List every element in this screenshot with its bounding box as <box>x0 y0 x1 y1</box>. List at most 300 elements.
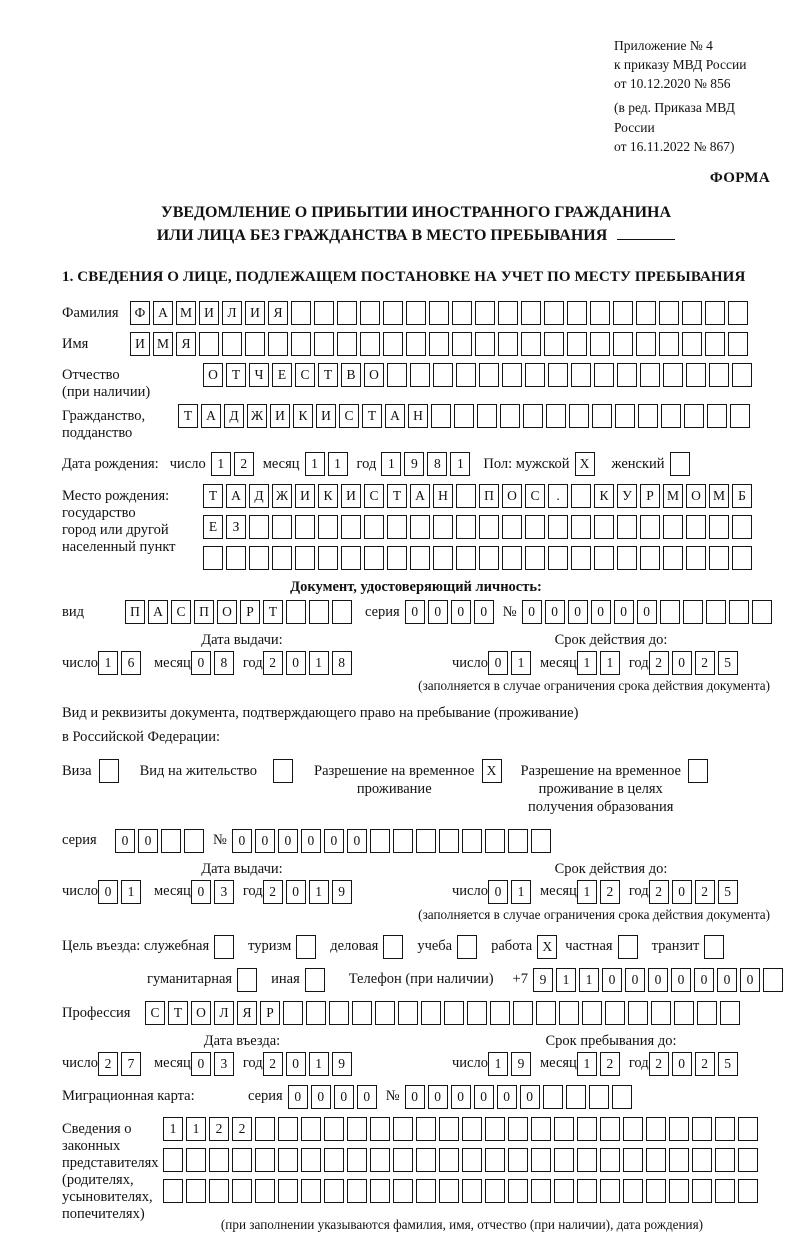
char-cell[interactable]: 5 <box>718 651 738 675</box>
birth-day-field[interactable] <box>211 452 257 476</box>
char-cell[interactable]: Т <box>226 363 246 387</box>
char-cell[interactable] <box>738 1148 758 1172</box>
char-cell[interactable] <box>508 829 528 853</box>
char-cell[interactable] <box>291 332 311 356</box>
char-cell[interactable] <box>623 1148 643 1172</box>
char-cell[interactable] <box>462 1148 482 1172</box>
char-cell[interactable] <box>600 1148 620 1172</box>
char-cell[interactable]: 1 <box>121 880 141 904</box>
char-cell[interactable]: 0 <box>451 1085 471 1109</box>
char-cell[interactable] <box>329 1001 349 1025</box>
char-cell[interactable] <box>536 1001 556 1025</box>
char-cell[interactable]: 0 <box>474 600 494 624</box>
char-cell[interactable]: Д <box>224 404 244 428</box>
char-cell[interactable] <box>199 332 219 356</box>
char-cell[interactable]: 0 <box>520 1085 540 1109</box>
doc-issue-year[interactable] <box>263 651 355 675</box>
char-cell[interactable] <box>245 332 265 356</box>
char-cell[interactable] <box>663 546 683 570</box>
char-cell[interactable]: 0 <box>191 651 211 675</box>
char-cell[interactable] <box>410 363 430 387</box>
char-cell[interactable] <box>640 546 660 570</box>
char-cell[interactable]: 5 <box>718 880 738 904</box>
char-cell[interactable] <box>429 332 449 356</box>
char-cell[interactable] <box>462 1179 482 1203</box>
char-cell[interactable]: 2 <box>263 651 283 675</box>
char-cell[interactable]: 0 <box>428 1085 448 1109</box>
char-cell[interactable] <box>406 301 426 325</box>
char-cell[interactable]: М <box>709 484 729 508</box>
char-cell[interactable] <box>272 546 292 570</box>
char-cell[interactable]: 0 <box>191 1052 211 1076</box>
birthplace-line3[interactable] <box>203 546 755 570</box>
char-cell[interactable]: 0 <box>278 829 298 853</box>
char-cell[interactable] <box>462 1117 482 1141</box>
char-cell[interactable] <box>617 515 637 539</box>
char-cell[interactable] <box>347 1148 367 1172</box>
char-cell[interactable] <box>513 1001 533 1025</box>
char-cell[interactable] <box>531 1179 551 1203</box>
char-cell[interactable] <box>209 1179 229 1203</box>
entry-year[interactable] <box>263 1052 355 1076</box>
char-cell[interactable] <box>370 829 390 853</box>
char-cell[interactable] <box>709 363 729 387</box>
char-cell[interactable] <box>682 301 702 325</box>
char-cell[interactable]: 2 <box>98 1052 118 1076</box>
char-cell[interactable] <box>571 515 591 539</box>
char-cell[interactable] <box>163 1148 183 1172</box>
char-cell[interactable] <box>452 301 472 325</box>
char-cell[interactable]: 0 <box>334 1085 354 1109</box>
char-cell[interactable]: Я <box>268 301 288 325</box>
char-cell[interactable] <box>707 404 727 428</box>
char-cell[interactable]: 0 <box>405 1085 425 1109</box>
char-cell[interactable]: И <box>270 404 290 428</box>
char-cell[interactable]: Я <box>237 1001 257 1025</box>
char-cell[interactable]: 0 <box>672 880 692 904</box>
char-cell[interactable] <box>324 1117 344 1141</box>
char-cell[interactable] <box>203 546 223 570</box>
char-cell[interactable]: А <box>201 404 221 428</box>
char-cell[interactable] <box>429 301 449 325</box>
char-cell[interactable]: 0 <box>98 880 118 904</box>
char-cell[interactable] <box>387 515 407 539</box>
char-cell[interactable]: 0 <box>191 880 211 904</box>
char-cell[interactable]: . <box>548 484 568 508</box>
char-cell[interactable]: Т <box>178 404 198 428</box>
char-cell[interactable]: С <box>364 484 384 508</box>
char-cell[interactable] <box>255 1148 275 1172</box>
char-cell[interactable] <box>272 515 292 539</box>
char-cell[interactable] <box>467 1001 487 1025</box>
other-checkbox[interactable] <box>305 968 328 992</box>
char-cell[interactable]: 0 <box>545 600 565 624</box>
char-cell[interactable] <box>255 1117 275 1141</box>
char-cell[interactable]: Л <box>222 301 242 325</box>
char-cell[interactable] <box>670 452 690 476</box>
permit-series-field[interactable] <box>115 829 207 853</box>
char-cell[interactable]: 2 <box>649 651 669 675</box>
char-cell[interactable] <box>605 1001 625 1025</box>
char-cell[interactable] <box>688 759 708 783</box>
char-cell[interactable]: И <box>316 404 336 428</box>
char-cell[interactable]: 2 <box>649 880 669 904</box>
char-cell[interactable]: 0 <box>602 968 622 992</box>
char-cell[interactable] <box>477 404 497 428</box>
char-cell[interactable] <box>669 1148 689 1172</box>
char-cell[interactable]: 0 <box>672 1052 692 1076</box>
tourism-checkbox[interactable] <box>296 935 319 959</box>
char-cell[interactable] <box>370 1148 390 1172</box>
char-cell[interactable]: 2 <box>600 880 620 904</box>
char-cell[interactable]: М <box>153 332 173 356</box>
char-cell[interactable] <box>99 759 119 783</box>
char-cell[interactable] <box>589 1085 609 1109</box>
char-cell[interactable] <box>383 332 403 356</box>
char-cell[interactable] <box>661 404 681 428</box>
char-cell[interactable]: 1 <box>600 651 620 675</box>
transit-checkbox[interactable] <box>704 935 727 959</box>
char-cell[interactable] <box>508 1179 528 1203</box>
char-cell[interactable]: П <box>194 600 214 624</box>
char-cell[interactable]: 0 <box>474 1085 494 1109</box>
char-cell[interactable] <box>729 600 749 624</box>
char-cell[interactable] <box>660 600 680 624</box>
char-cell[interactable] <box>684 404 704 428</box>
humanitarian-checkbox[interactable] <box>237 968 260 992</box>
char-cell[interactable] <box>613 332 633 356</box>
char-cell[interactable] <box>543 1085 563 1109</box>
char-cell[interactable]: И <box>245 301 265 325</box>
char-cell[interactable]: 0 <box>405 600 425 624</box>
char-cell[interactable] <box>439 829 459 853</box>
char-cell[interactable]: 0 <box>286 880 306 904</box>
doc-series-field[interactable] <box>405 600 497 624</box>
char-cell[interactable] <box>636 301 656 325</box>
char-cell[interactable]: 0 <box>637 600 657 624</box>
char-cell[interactable]: 0 <box>286 1052 306 1076</box>
permit-valid-month[interactable] <box>577 880 623 904</box>
char-cell[interactable]: С <box>171 600 191 624</box>
char-cell[interactable] <box>360 301 380 325</box>
char-cell[interactable]: И <box>341 484 361 508</box>
char-cell[interactable]: 7 <box>121 1052 141 1076</box>
char-cell[interactable]: 0 <box>671 968 691 992</box>
char-cell[interactable] <box>163 1179 183 1203</box>
char-cell[interactable] <box>306 1001 326 1025</box>
char-cell[interactable] <box>544 332 564 356</box>
char-cell[interactable]: 1 <box>577 1052 597 1076</box>
char-cell[interactable] <box>301 1117 321 1141</box>
char-cell[interactable]: 5 <box>718 1052 738 1076</box>
char-cell[interactable]: А <box>153 301 173 325</box>
char-cell[interactable] <box>732 546 752 570</box>
char-cell[interactable] <box>433 546 453 570</box>
char-cell[interactable] <box>273 759 293 783</box>
doc-kind-field[interactable] <box>125 600 355 624</box>
char-cell[interactable] <box>546 404 566 428</box>
char-cell[interactable] <box>502 515 522 539</box>
char-cell[interactable] <box>646 1148 666 1172</box>
char-cell[interactable] <box>305 968 325 992</box>
char-cell[interactable] <box>592 404 612 428</box>
char-cell[interactable] <box>594 546 614 570</box>
char-cell[interactable]: 6 <box>121 651 141 675</box>
char-cell[interactable] <box>383 935 403 959</box>
char-cell[interactable] <box>416 1148 436 1172</box>
char-cell[interactable] <box>255 1179 275 1203</box>
char-cell[interactable] <box>525 363 545 387</box>
char-cell[interactable] <box>577 1148 597 1172</box>
char-cell[interactable]: 1 <box>163 1117 183 1141</box>
char-cell[interactable]: 0 <box>717 968 737 992</box>
char-cell[interactable]: 2 <box>695 1052 715 1076</box>
char-cell[interactable]: Т <box>318 363 338 387</box>
char-cell[interactable] <box>686 363 706 387</box>
char-cell[interactable] <box>640 515 660 539</box>
char-cell[interactable]: 0 <box>614 600 634 624</box>
char-cell[interactable] <box>566 1085 586 1109</box>
representatives-line3[interactable] <box>163 1179 761 1203</box>
migr-series-field[interactable] <box>288 1085 380 1109</box>
char-cell[interactable]: 2 <box>209 1117 229 1141</box>
char-cell[interactable]: 1 <box>328 452 348 476</box>
char-cell[interactable] <box>479 515 499 539</box>
char-cell[interactable] <box>646 1179 666 1203</box>
char-cell[interactable]: К <box>293 404 313 428</box>
char-cell[interactable]: Т <box>203 484 223 508</box>
char-cell[interactable]: 1 <box>511 880 531 904</box>
char-cell[interactable]: 0 <box>451 600 471 624</box>
phone-field[interactable] <box>533 968 786 992</box>
char-cell[interactable] <box>232 1148 252 1172</box>
char-cell[interactable] <box>456 484 476 508</box>
char-cell[interactable] <box>416 1179 436 1203</box>
char-cell[interactable] <box>617 363 637 387</box>
char-cell[interactable]: Л <box>214 1001 234 1025</box>
char-cell[interactable] <box>314 301 334 325</box>
char-cell[interactable] <box>525 546 545 570</box>
char-cell[interactable]: К <box>594 484 614 508</box>
citizenship-field[interactable] <box>178 404 753 428</box>
official-checkbox[interactable] <box>214 935 237 959</box>
char-cell[interactable] <box>301 1148 321 1172</box>
char-cell[interactable] <box>462 829 482 853</box>
char-cell[interactable] <box>715 1117 735 1141</box>
char-cell[interactable]: 1 <box>381 452 401 476</box>
char-cell[interactable] <box>715 1148 735 1172</box>
char-cell[interactable]: Н <box>433 484 453 508</box>
char-cell[interactable]: 0 <box>488 880 508 904</box>
representatives-line1[interactable] <box>163 1117 761 1141</box>
char-cell[interactable] <box>406 332 426 356</box>
char-cell[interactable]: Я <box>176 332 196 356</box>
char-cell[interactable]: 9 <box>332 880 352 904</box>
char-cell[interactable] <box>498 332 518 356</box>
char-cell[interactable] <box>554 1148 574 1172</box>
char-cell[interactable] <box>600 1179 620 1203</box>
char-cell[interactable]: 0 <box>694 968 714 992</box>
temp-permit-checkbox[interactable] <box>482 759 505 783</box>
char-cell[interactable]: З <box>226 515 246 539</box>
char-cell[interactable]: 3 <box>214 1052 234 1076</box>
birth-month-field[interactable] <box>305 452 351 476</box>
char-cell[interactable]: 1 <box>309 880 329 904</box>
char-cell[interactable] <box>508 1148 528 1172</box>
char-cell[interactable] <box>651 1001 671 1025</box>
char-cell[interactable] <box>278 1148 298 1172</box>
char-cell[interactable] <box>738 1179 758 1203</box>
char-cell[interactable] <box>709 546 729 570</box>
char-cell[interactable] <box>479 363 499 387</box>
char-cell[interactable] <box>715 1179 735 1203</box>
char-cell[interactable] <box>337 332 357 356</box>
char-cell[interactable] <box>393 1117 413 1141</box>
migr-number-field[interactable] <box>405 1085 635 1109</box>
char-cell[interactable]: X <box>482 759 502 783</box>
stay-month[interactable] <box>577 1052 623 1076</box>
char-cell[interactable] <box>410 515 430 539</box>
char-cell[interactable]: Ч <box>249 363 269 387</box>
char-cell[interactable]: 2 <box>263 880 283 904</box>
char-cell[interactable]: 1 <box>556 968 576 992</box>
char-cell[interactable] <box>600 1117 620 1141</box>
char-cell[interactable]: 0 <box>648 968 668 992</box>
char-cell[interactable]: М <box>663 484 683 508</box>
permit-issue-year[interactable] <box>263 880 355 904</box>
char-cell[interactable] <box>502 546 522 570</box>
char-cell[interactable] <box>286 600 306 624</box>
char-cell[interactable] <box>523 404 543 428</box>
char-cell[interactable]: О <box>217 600 237 624</box>
char-cell[interactable]: А <box>226 484 246 508</box>
char-cell[interactable] <box>249 515 269 539</box>
char-cell[interactable] <box>456 363 476 387</box>
char-cell[interactable]: Р <box>240 600 260 624</box>
char-cell[interactable] <box>669 1117 689 1141</box>
char-cell[interactable] <box>301 1179 321 1203</box>
char-cell[interactable] <box>410 546 430 570</box>
char-cell[interactable] <box>548 363 568 387</box>
char-cell[interactable]: 0 <box>138 829 158 853</box>
char-cell[interactable] <box>324 1179 344 1203</box>
char-cell[interactable]: 0 <box>311 1085 331 1109</box>
char-cell[interactable]: 3 <box>214 880 234 904</box>
char-cell[interactable] <box>728 301 748 325</box>
char-cell[interactable] <box>548 515 568 539</box>
char-cell[interactable]: 1 <box>305 452 325 476</box>
char-cell[interactable] <box>669 1179 689 1203</box>
char-cell[interactable] <box>531 1117 551 1141</box>
doc-valid-day[interactable] <box>488 651 534 675</box>
char-cell[interactable] <box>683 600 703 624</box>
char-cell[interactable] <box>364 546 384 570</box>
char-cell[interactable] <box>525 515 545 539</box>
char-cell[interactable] <box>569 404 589 428</box>
char-cell[interactable]: А <box>385 404 405 428</box>
char-cell[interactable]: С <box>339 404 359 428</box>
char-cell[interactable]: 2 <box>600 1052 620 1076</box>
char-cell[interactable] <box>278 1117 298 1141</box>
stay-year[interactable] <box>649 1052 741 1076</box>
work-checkbox[interactable] <box>537 935 560 959</box>
char-cell[interactable] <box>347 1179 367 1203</box>
char-cell[interactable]: 1 <box>211 452 231 476</box>
char-cell[interactable]: 8 <box>214 651 234 675</box>
char-cell[interactable] <box>674 1001 694 1025</box>
char-cell[interactable] <box>577 1179 597 1203</box>
char-cell[interactable] <box>383 301 403 325</box>
char-cell[interactable] <box>296 935 316 959</box>
char-cell[interactable]: 0 <box>301 829 321 853</box>
char-cell[interactable]: 8 <box>427 452 447 476</box>
char-cell[interactable] <box>309 600 329 624</box>
birthplace-line2[interactable] <box>203 515 755 539</box>
char-cell[interactable] <box>567 332 587 356</box>
surname-field[interactable] <box>130 301 751 325</box>
char-cell[interactable]: О <box>364 363 384 387</box>
char-cell[interactable] <box>222 332 242 356</box>
char-cell[interactable]: 1 <box>577 880 597 904</box>
char-cell[interactable] <box>439 1179 459 1203</box>
name-field[interactable] <box>130 332 751 356</box>
char-cell[interactable]: 1 <box>309 1052 329 1076</box>
birthplace-line1[interactable] <box>203 484 755 508</box>
char-cell[interactable] <box>628 1001 648 1025</box>
char-cell[interactable] <box>732 515 752 539</box>
char-cell[interactable] <box>706 600 726 624</box>
char-cell[interactable]: Т <box>362 404 382 428</box>
char-cell[interactable] <box>638 404 658 428</box>
char-cell[interactable]: С <box>525 484 545 508</box>
char-cell[interactable] <box>590 332 610 356</box>
char-cell[interactable] <box>640 363 660 387</box>
char-cell[interactable] <box>692 1148 712 1172</box>
char-cell[interactable]: И <box>295 484 315 508</box>
char-cell[interactable]: 2 <box>649 1052 669 1076</box>
char-cell[interactable]: Р <box>260 1001 280 1025</box>
char-cell[interactable] <box>582 1001 602 1025</box>
char-cell[interactable]: 1 <box>309 651 329 675</box>
char-cell[interactable] <box>612 1085 632 1109</box>
study-checkbox[interactable] <box>457 935 480 959</box>
char-cell[interactable] <box>682 332 702 356</box>
char-cell[interactable] <box>554 1117 574 1141</box>
char-cell[interactable]: М <box>176 301 196 325</box>
char-cell[interactable] <box>398 1001 418 1025</box>
char-cell[interactable]: 0 <box>428 600 448 624</box>
char-cell[interactable] <box>521 332 541 356</box>
char-cell[interactable] <box>646 1117 666 1141</box>
char-cell[interactable] <box>705 332 725 356</box>
char-cell[interactable] <box>341 515 361 539</box>
char-cell[interactable] <box>452 332 472 356</box>
char-cell[interactable]: И <box>199 301 219 325</box>
char-cell[interactable]: Ж <box>272 484 292 508</box>
char-cell[interactable] <box>500 404 520 428</box>
char-cell[interactable] <box>663 515 683 539</box>
business-checkbox[interactable] <box>383 935 406 959</box>
char-cell[interactable] <box>594 515 614 539</box>
char-cell[interactable] <box>421 1001 441 1025</box>
char-cell[interactable] <box>571 546 591 570</box>
permit-issue-day[interactable] <box>98 880 144 904</box>
char-cell[interactable] <box>314 332 334 356</box>
char-cell[interactable] <box>531 1148 551 1172</box>
char-cell[interactable]: О <box>191 1001 211 1025</box>
char-cell[interactable]: П <box>125 600 145 624</box>
char-cell[interactable] <box>479 546 499 570</box>
